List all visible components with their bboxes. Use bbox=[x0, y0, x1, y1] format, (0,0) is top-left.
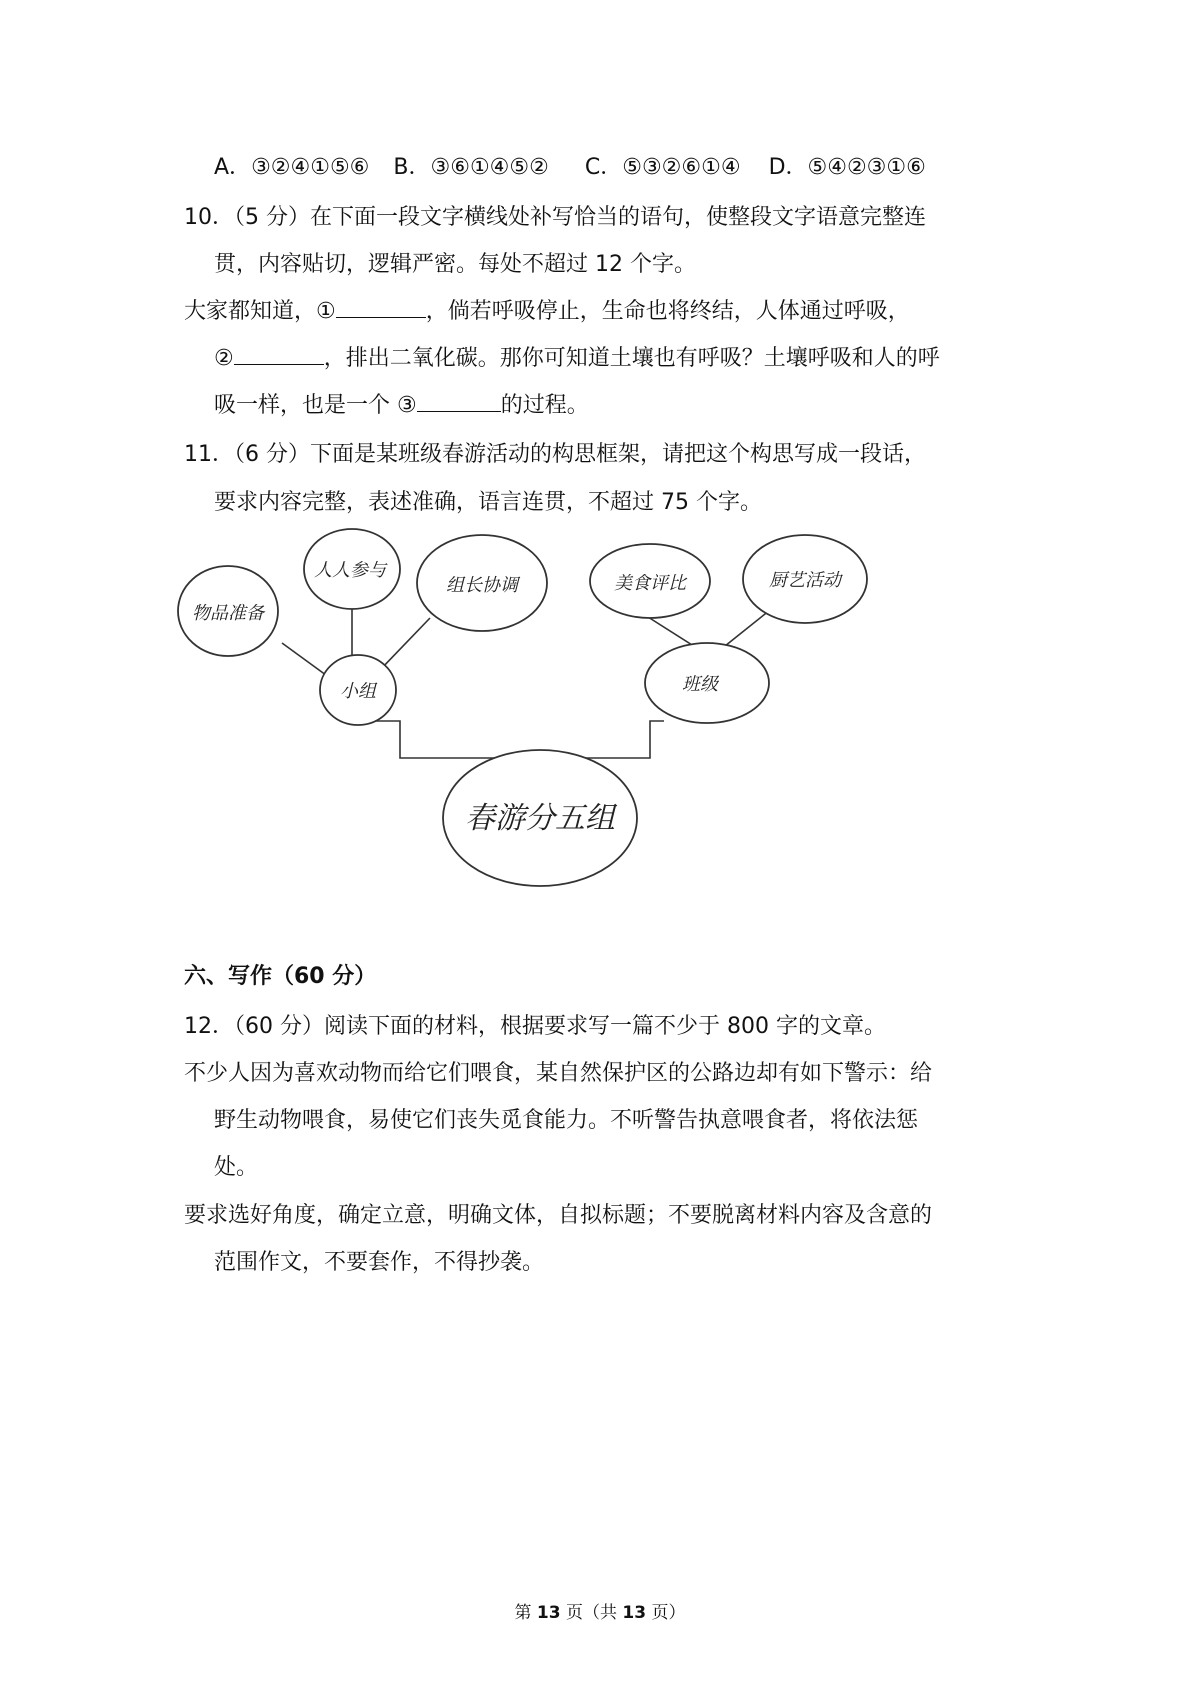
q12-material-line2: 野生动物喂食，易使它们丧失觅食能力。不听警告执意喂食者，将依法惩 bbox=[214, 1108, 919, 1133]
page-total: 13 bbox=[622, 1603, 647, 1623]
connector-cooking-to-class bbox=[720, 610, 770, 650]
q12-requirement-line2: 范围作文，不要套作，不得抄袭。 bbox=[214, 1250, 545, 1275]
q12-requirement-line1: 要求选好角度，确定立意，明确文体，自拟标题；不要脱离材料内容及含意的 bbox=[184, 1203, 933, 1228]
node-items-label: 物品准备 bbox=[192, 603, 264, 624]
option-c-letter: C． bbox=[584, 155, 623, 180]
node-participate-label: 人人参与 bbox=[314, 560, 386, 581]
option-b-letter: B． bbox=[393, 155, 431, 180]
q12-material-line1: 不少人因为喜欢动物而给它们喂食，某自然保护区的公路边却有如下警示：给 bbox=[184, 1061, 933, 1086]
option-b-text: ③⑥①④⑤② bbox=[430, 155, 549, 180]
section-six-title: 六、写作（60 分） bbox=[184, 964, 377, 989]
option-a-letter: A． bbox=[214, 155, 252, 180]
q10-stem-line1: 10．（5 分）在下面一段文字横线处补写恰当的语句，使整段文字语意完整连 bbox=[184, 205, 926, 230]
q10-stem-line2: 贯，内容贴切，逻辑严密。每处不超过 12 个字。 bbox=[214, 252, 696, 277]
node-class-label: 班级 bbox=[682, 674, 718, 695]
q12-material-line3: 处。 bbox=[214, 1155, 259, 1180]
option-d-text: ⑤④②③①⑥ bbox=[807, 155, 926, 180]
q10-passage-line3: 吸一样，也是一个 ③ 的过程。 bbox=[214, 393, 589, 418]
node-center-label: 春游分五组 bbox=[465, 801, 615, 836]
node-food-label: 美食评比 bbox=[614, 573, 686, 594]
option-d-letter: D． bbox=[768, 155, 808, 180]
option-c-text: ⑤③②⑥①④ bbox=[622, 155, 741, 180]
connector-items-to-group bbox=[282, 643, 330, 678]
option-a-text: ③②④①⑤⑥ bbox=[251, 155, 370, 180]
page-footer: 第 13 页（共 13 页） bbox=[514, 1603, 686, 1623]
q10-passage-line1: 大家都知道，① ，倘若呼吸停止，生命也将终结，人体通过呼吸， bbox=[184, 299, 910, 324]
q11-stem-line1: 11．（6 分）下面是某班级春游活动的构思框架，请把这个构思写成一段话， bbox=[184, 442, 926, 467]
q11-stem-line2: 要求内容完整，表述准确，语言连贯，不超过 75 个字。 bbox=[214, 490, 762, 515]
connector-leader-to-group bbox=[380, 618, 430, 670]
q12-stem: 12．（60 分）阅读下面的材料，根据要求写一篇不少于 800 字的文章。 bbox=[184, 1014, 886, 1039]
q10-passage-line2: ② ，排出二氧化碳。那你可知道土壤也有呼吸？土壤呼吸和人的呼 bbox=[214, 346, 940, 371]
node-leader-label: 组长协调 bbox=[446, 575, 518, 596]
node-group-label: 小组 bbox=[340, 681, 376, 702]
node-cooking-label: 厨艺活动 bbox=[769, 570, 841, 591]
page-number: 13 bbox=[536, 1603, 561, 1623]
